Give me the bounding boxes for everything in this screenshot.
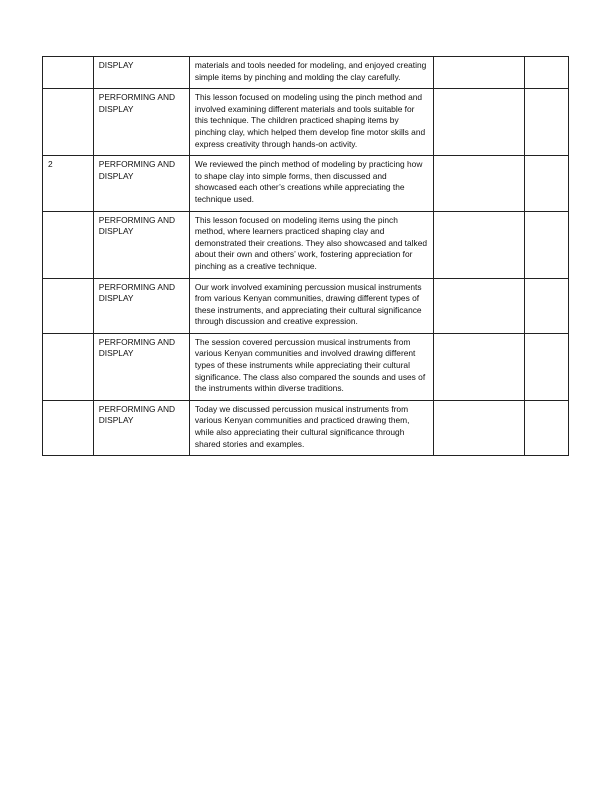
strand-cell: PERFORMING AND DISPLAY bbox=[93, 400, 189, 455]
empty-cell bbox=[433, 278, 524, 333]
lesson-reflection-table bbox=[42, 56, 569, 456]
empty-cell bbox=[524, 333, 568, 400]
reflection-cell: Today we discussed percussion musical instruments from various Kenyan communities and practiced drawing them, while also appreciating their cultural significance through shared stories and examples. bbox=[189, 400, 433, 455]
week-cell bbox=[43, 57, 94, 89]
week-cell bbox=[43, 333, 94, 400]
table-row bbox=[43, 211, 569, 278]
empty-cell bbox=[433, 333, 524, 400]
empty-cell bbox=[433, 400, 524, 455]
reflection-cell: The session covered percussion musical instruments from various Kenyan communities and involved drawing different types of these instruments while appreciating their cultural significance. The class also compared the sounds and uses of the instruments within diverse traditions. bbox=[189, 333, 433, 400]
table-row bbox=[43, 278, 569, 333]
empty-cell bbox=[524, 211, 568, 278]
table-row bbox=[43, 57, 569, 89]
reflection-cell: Our work involved examining percussion musical instruments from various Kenyan communities, drawing different types of these instruments, and appreciating their cultural significance through discussion and creative expression. bbox=[189, 278, 433, 333]
strand-cell: PERFORMING AND DISPLAY bbox=[93, 211, 189, 278]
week-number: 2 bbox=[48, 159, 53, 170]
empty-cell bbox=[433, 57, 524, 89]
empty-cell bbox=[524, 89, 568, 156]
table-row bbox=[43, 400, 569, 455]
week-cell bbox=[43, 156, 94, 211]
table-row bbox=[43, 89, 569, 156]
strand-cell: PERFORMING AND DISPLAY bbox=[93, 156, 189, 211]
empty-cell bbox=[433, 156, 524, 211]
week-cell bbox=[43, 211, 94, 278]
strand-cell: PERFORMING AND DISPLAY bbox=[93, 278, 189, 333]
reflection-cell: This lesson focused on modeling using the pinch method and involved examining different materials and tools suitable for this technique. The children practiced shaping items by pinching clay, which helped them develop fine motor skills and express creativity through hands-on activity. bbox=[189, 89, 433, 156]
week-cell bbox=[43, 400, 94, 455]
week-cell bbox=[43, 278, 94, 333]
week-cell bbox=[43, 89, 94, 156]
empty-cell bbox=[524, 400, 568, 455]
strand-cell: PERFORMING AND DISPLAY bbox=[93, 333, 189, 400]
empty-cell bbox=[433, 89, 524, 156]
reflection-cell: materials and tools needed for modeling, and enjoyed creating simple items by pinching and molding the clay carefully. bbox=[189, 57, 433, 89]
empty-cell bbox=[524, 156, 568, 211]
table-row bbox=[43, 156, 569, 211]
strand-cell: DISPLAY bbox=[93, 57, 189, 89]
empty-cell bbox=[524, 57, 568, 89]
empty-cell bbox=[433, 211, 524, 278]
empty-cell bbox=[524, 278, 568, 333]
reflection-cell: This lesson focused on modeling items using the pinch method, where learners practiced shaping clay and demonstrated their creations. They also showcased and talked about their own and others’ work, fostering appreciation for pinching as a creative technique. bbox=[189, 211, 433, 278]
reflection-cell: We reviewed the pinch method of modeling by practicing how to shape clay into simple forms, then discussed and showcased each other’s creations while appreciating the technique used. bbox=[189, 156, 433, 211]
table-row bbox=[43, 333, 569, 400]
strand-cell: PERFORMING AND DISPLAY bbox=[93, 89, 189, 156]
